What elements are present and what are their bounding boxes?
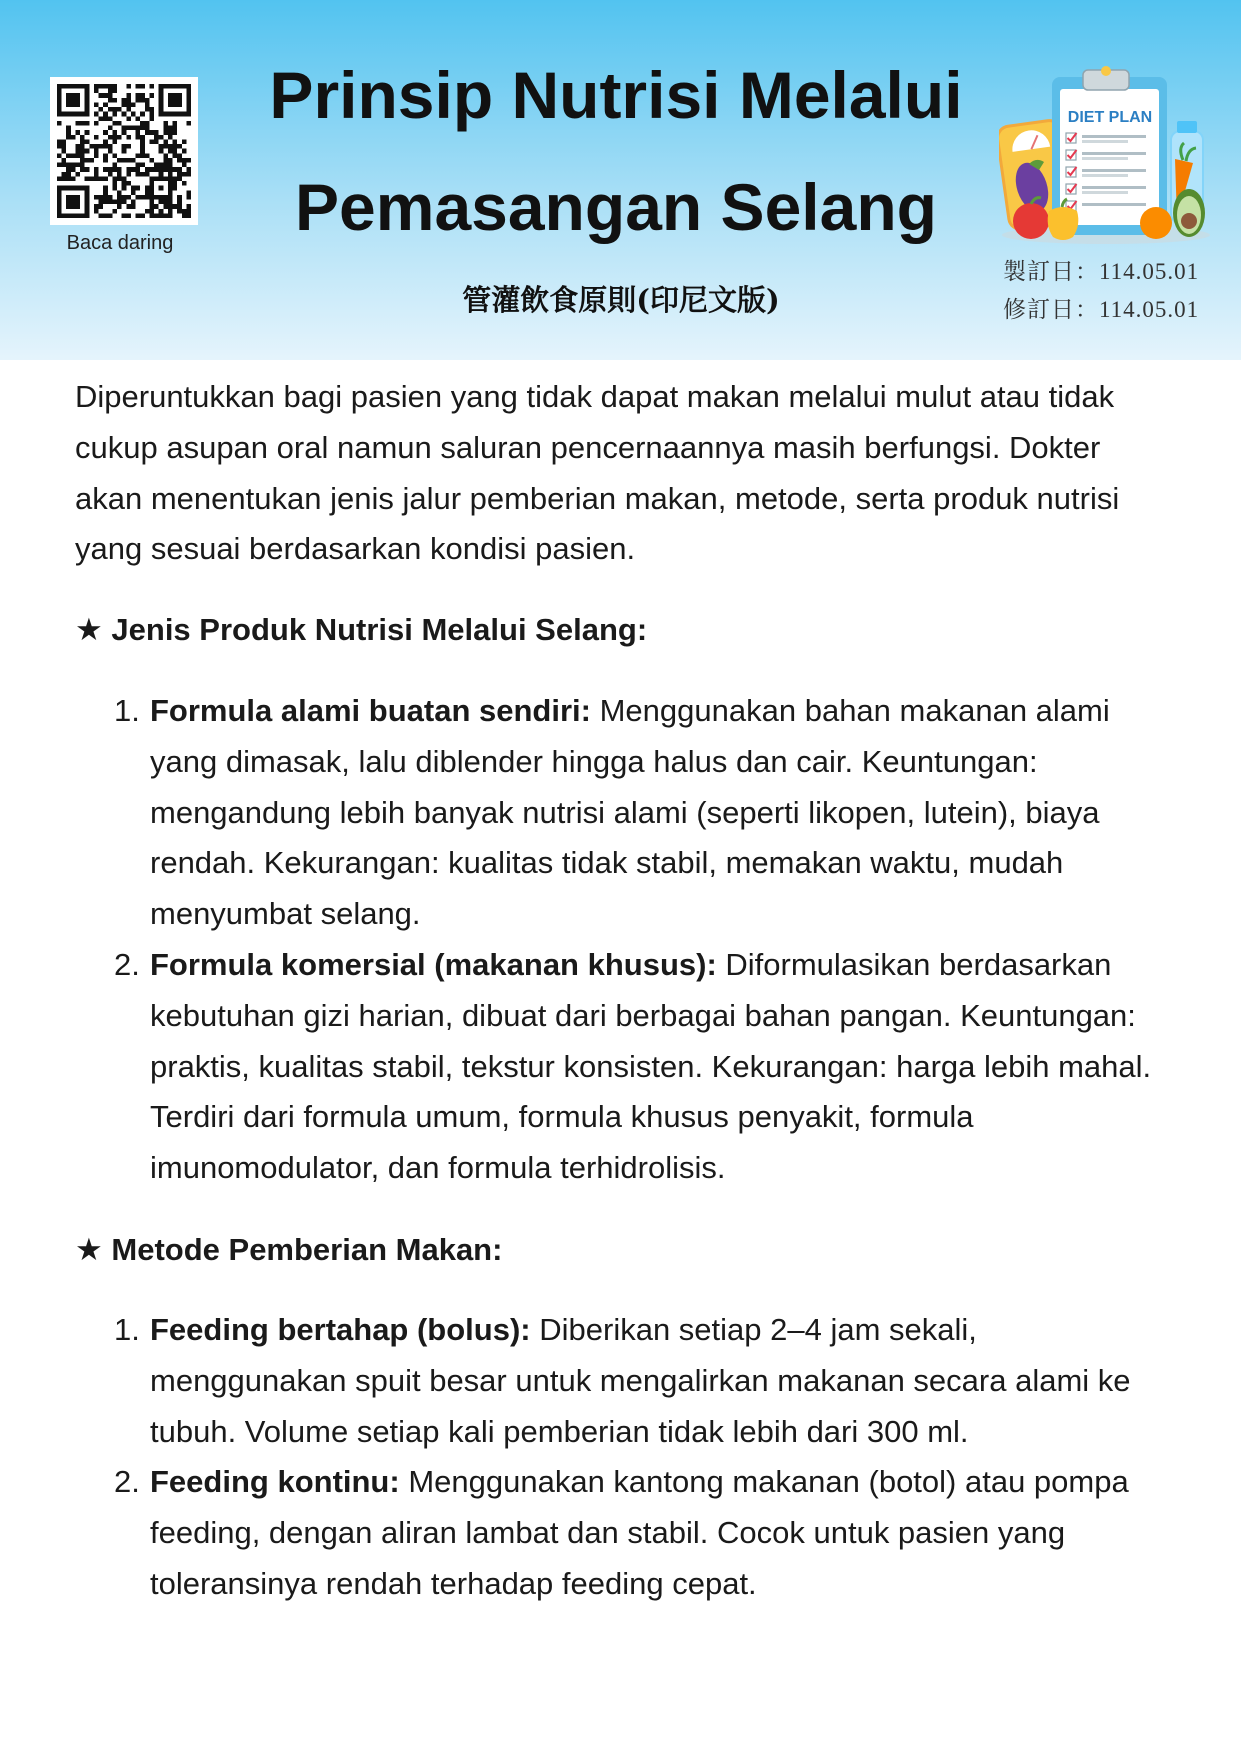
list-item [114, 1457, 1131, 1609]
created-date: 製訂日：114.05.01 [1003, 259, 1200, 284]
diet-plan-illustration [999, 65, 1213, 245]
section-heading-product-types: ★ Jenis Produk Nutrisi Melalui Selang: [75, 612, 648, 647]
item-line: Diberikan setiap 2–4 jam sekali, [539, 1312, 977, 1347]
qr-code-icon [57, 84, 191, 218]
revised-date: 修訂日：114.05.01 [1003, 297, 1200, 322]
item-line: Menggunakan kantong makanan (botol) atau pompa [408, 1464, 1129, 1500]
item-line: praktis, kualitas stabil, tekstur konsisten. Kekurangan: harga lebih mahal. [150, 1048, 1152, 1084]
item-line: feeding, dengan aliran lambat dan stabil. Cocok untuk pasien yang [150, 1515, 1066, 1551]
intro-paragraph [75, 372, 1119, 575]
page-header [0, 0, 1241, 360]
product-type-list [114, 686, 1152, 1194]
intro-line: akan menentukan jenis jalur pemberian makan, metode, serta produk nutrisi [75, 480, 1120, 516]
diet-plan-clipboard-icon [999, 65, 1213, 245]
section-heading-feeding-methods: ★ Metode Pemberian Makan: [75, 1232, 503, 1267]
item-line: rendah. Kekurangan: kualitas tidak stabil, memakan waktu, mudah [150, 845, 1064, 881]
item-title: Feeding bertahap (bolus): [150, 1312, 531, 1347]
qr-code [50, 77, 198, 225]
avocado-icon [1173, 189, 1205, 237]
item-line: menggunakan spuit besar untuk mengalirkan makanan secara alami ke [150, 1362, 1131, 1398]
list-number: 1. [114, 693, 140, 728]
list-number: 2. [114, 1464, 140, 1500]
diet-plan-label: DIET PLAN [1067, 109, 1153, 126]
feeding-method-list [114, 1305, 1131, 1610]
qr-caption: Baca daring [66, 232, 174, 254]
revision-dates [1003, 253, 1199, 329]
item-line: yang dimasak, lalu diblender hingga halus dan cair. Keuntungan: [150, 743, 1038, 779]
item-title: Formula komersial (makanan khusus): [150, 946, 717, 982]
item-line: imunomodulator, dan formula terhidrolisis. [150, 1150, 726, 1186]
orange-icon [1140, 207, 1172, 239]
item-line: toleransinya rendah terhadap feeding cepat. [150, 1565, 757, 1601]
title-line-2: Pemasangan Selang [295, 170, 937, 244]
list-item [114, 1305, 1131, 1457]
intro-line: Diperuntukkan bagi pasien yang tidak dapat makan melalui mulut atau tidak [75, 379, 1115, 414]
item-line: menyumbat selang. [150, 896, 421, 932]
list-number: 2. [114, 946, 140, 982]
item-title: Feeding kontinu: [150, 1464, 400, 1500]
item-title: Formula alami buatan sendiri: [150, 693, 591, 728]
list-item [114, 940, 1152, 1194]
item-line: Diformulasikan berdasarkan [725, 946, 1112, 982]
intro-line: yang sesuai berdasarkan kondisi pasien. [75, 531, 636, 567]
intro-line: cukup asupan oral namun saluran pencernaannya masih berfungsi. Dokter [75, 429, 1101, 465]
subtitle: 管灌飲食原則(印尼文版) [462, 283, 780, 317]
item-line: tubuh. Volume setiap kali pemberian tidak lebih dari 300 ml. [150, 1413, 969, 1449]
item-line: kebutuhan gizi harian, dibuat dari berbagai bahan pangan. Keuntungan: [150, 997, 1136, 1033]
item-line: Terdiri dari formula umum, formula khusus penyakit, formula [150, 1099, 974, 1135]
list-item [114, 686, 1151, 940]
item-line: mengandung lebih banyak nutrisi alami (seperti likopen, lutein), biaya [150, 794, 1100, 830]
item-line: Menggunakan bahan makanan alami [599, 693, 1110, 728]
list-number: 1. [114, 1312, 140, 1347]
title-line-1: Prinsip Nutrisi Melalui [269, 58, 963, 132]
